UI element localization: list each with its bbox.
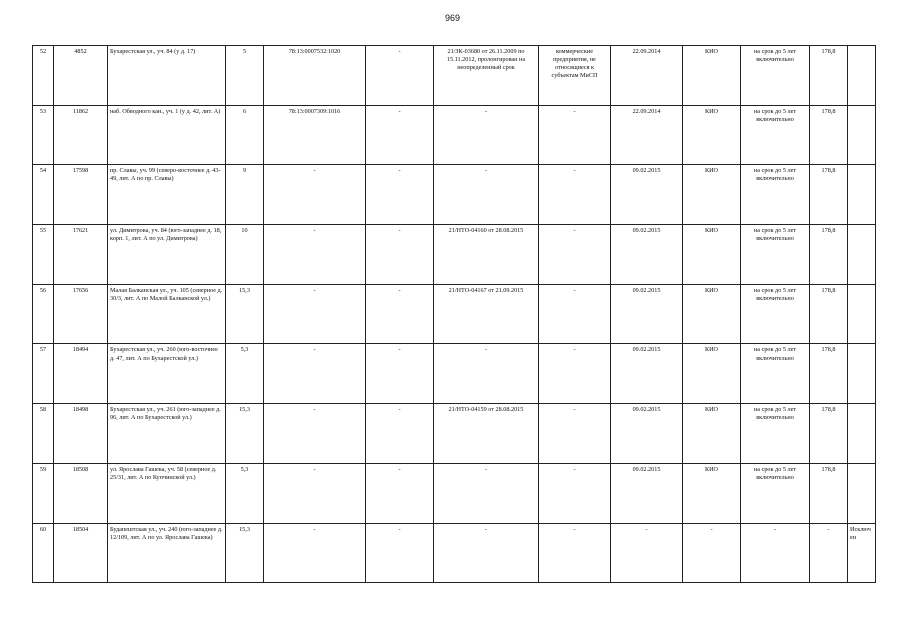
price-cell: 178,8 bbox=[810, 165, 848, 225]
address-cell: Будапештская ул., уч. 240 (юго-западнее д. 12/109, лит. А по ул. Ярослава Гашека) bbox=[108, 523, 226, 583]
organization-cell: КИО bbox=[683, 165, 741, 225]
category-cell: - bbox=[539, 463, 611, 523]
category-cell: - bbox=[539, 165, 611, 225]
organization-cell: КИО bbox=[683, 46, 741, 106]
category-cell: - bbox=[539, 404, 611, 464]
row-number-cell: 54 bbox=[33, 165, 54, 225]
price-cell: 178,8 bbox=[810, 404, 848, 464]
cadastral-number-cell: - bbox=[264, 463, 366, 523]
area-cell: 10 bbox=[226, 225, 264, 285]
area-cell: 15,3 bbox=[226, 284, 264, 344]
column-6-cell: - bbox=[366, 46, 434, 106]
category-cell: - bbox=[539, 523, 611, 583]
area-cell: 5,3 bbox=[226, 344, 264, 404]
organization-cell: КИО bbox=[683, 284, 741, 344]
note-cell bbox=[848, 46, 876, 106]
note-cell bbox=[848, 225, 876, 285]
object-id-cell: 17598 bbox=[54, 165, 108, 225]
cadastral-number-cell: 78:13:0007309:1016 bbox=[264, 105, 366, 165]
note-cell bbox=[848, 105, 876, 165]
table-row bbox=[33, 284, 876, 344]
address-cell: Малая Балканская ул., уч. 105 (северное д. 30/3, лит. А по Малой Балканской ул.) bbox=[108, 284, 226, 344]
category-cell: - bbox=[539, 225, 611, 285]
column-6-cell: - bbox=[366, 105, 434, 165]
object-id-cell: 18494 bbox=[54, 344, 108, 404]
contract-cell: 21/НТО-04160 от 28.08.2015 bbox=[434, 225, 539, 285]
price-cell: 178,8 bbox=[810, 225, 848, 285]
object-id-cell: 4852 bbox=[54, 46, 108, 106]
price-cell: - bbox=[810, 523, 848, 583]
address-cell: Бухарестская ул., уч. 261 (юго-западнее д. 96, лит. А по Бухарестской ул.) bbox=[108, 404, 226, 464]
object-id-cell: 11862 bbox=[54, 105, 108, 165]
cadastral-number-cell: - bbox=[264, 225, 366, 285]
term-cell: на срок до 5 лет включительно bbox=[741, 165, 810, 225]
column-6-cell: - bbox=[366, 344, 434, 404]
table-row bbox=[33, 523, 876, 583]
date-cell: 09.02.2015 bbox=[611, 225, 683, 285]
cadastral-number-cell: - bbox=[264, 284, 366, 344]
contract-cell: 21/НТО-04159 от 28.08.2015 bbox=[434, 404, 539, 464]
date-cell: 09.02.2015 bbox=[611, 344, 683, 404]
date-cell: 09.02.2015 bbox=[611, 404, 683, 464]
address-cell: пр. Славы, уч. 99 (северо-восточнее д. 43-49, лит. А по пр. Славы) bbox=[108, 165, 226, 225]
row-number-cell: 59 bbox=[33, 463, 54, 523]
table-row bbox=[33, 344, 876, 404]
object-id-cell: 18498 bbox=[54, 404, 108, 464]
cadastral-number-cell: - bbox=[264, 165, 366, 225]
date-cell: 22.09.2014 bbox=[611, 105, 683, 165]
category-cell: - bbox=[539, 105, 611, 165]
organization-cell: КИО bbox=[683, 344, 741, 404]
area-cell: 15,3 bbox=[226, 404, 264, 464]
row-number-cell: 56 bbox=[33, 284, 54, 344]
price-cell: 178,8 bbox=[810, 284, 848, 344]
contract-cell: - bbox=[434, 165, 539, 225]
price-cell: 178,8 bbox=[810, 463, 848, 523]
cadastral-number-cell: 78:13:0007532:1020 bbox=[264, 46, 366, 106]
term-cell: на срок до 5 лет включительно bbox=[741, 344, 810, 404]
contract-cell: - bbox=[434, 523, 539, 583]
date-cell: 22.09.2014 bbox=[611, 46, 683, 106]
area-cell: 6 bbox=[226, 105, 264, 165]
table-row bbox=[33, 165, 876, 225]
address-cell: ул. Ярослава Гашека, уч. 58 (северное д. 25/31, лит. А по Купчинской ул.) bbox=[108, 463, 226, 523]
cadastral-number-cell: - bbox=[264, 523, 366, 583]
term-cell: на срок до 5 лет включительно bbox=[741, 46, 810, 106]
row-number-cell: 55 bbox=[33, 225, 54, 285]
contract-cell: - bbox=[434, 105, 539, 165]
contract-cell: - bbox=[434, 463, 539, 523]
note-cell bbox=[848, 404, 876, 464]
cadastral-number-cell: - bbox=[264, 344, 366, 404]
table-row bbox=[33, 46, 876, 106]
organization-cell: КИО bbox=[683, 404, 741, 464]
note-cell: Исключен bbox=[848, 523, 876, 583]
table-row bbox=[33, 404, 876, 464]
address-cell: наб. Обводного кан., уч. 1 (у д. 42, лит. А) bbox=[108, 105, 226, 165]
table-row bbox=[33, 225, 876, 285]
area-cell: 9 bbox=[226, 165, 264, 225]
address-cell: ул. Димитрова, уч. 84 (юго-западнее д. 18, корп. 1, лит. А по ул. Димитрова) bbox=[108, 225, 226, 285]
contract-cell: 21/ЗК-03680 от 26.11.2009 по 15.11.2012, пролонгирован на неопределенный срок bbox=[434, 46, 539, 106]
organization-cell: - bbox=[683, 523, 741, 583]
category-cell: - bbox=[539, 284, 611, 344]
term-cell: на срок до 5 лет включительно bbox=[741, 284, 810, 344]
price-cell: 178,8 bbox=[810, 344, 848, 404]
column-6-cell: - bbox=[366, 404, 434, 464]
row-number-cell: 60 bbox=[33, 523, 54, 583]
term-cell: на срок до 5 лет включительно bbox=[741, 463, 810, 523]
area-cell: 5,3 bbox=[226, 463, 264, 523]
contract-cell: 21/НТО-04167 от 21.09.2015 bbox=[434, 284, 539, 344]
term-cell: на срок до 5 лет включительно bbox=[741, 225, 810, 285]
note-cell bbox=[848, 344, 876, 404]
date-cell: - bbox=[611, 523, 683, 583]
category-cell: - bbox=[539, 344, 611, 404]
object-id-cell: 17621 bbox=[54, 225, 108, 285]
row-number-cell: 57 bbox=[33, 344, 54, 404]
contract-cell: - bbox=[434, 344, 539, 404]
category-cell: коммерческие предприятия, не относящиеся к субъектам МиСП bbox=[539, 46, 611, 106]
price-cell: 178,8 bbox=[810, 46, 848, 106]
cadastral-number-cell: - bbox=[264, 404, 366, 464]
object-id-cell: 18504 bbox=[54, 523, 108, 583]
organization-cell: КИО bbox=[683, 105, 741, 165]
registry-table bbox=[32, 45, 876, 583]
object-id-cell: 18508 bbox=[54, 463, 108, 523]
term-cell: на срок до 5 лет включительно bbox=[741, 404, 810, 464]
organization-cell: КИО bbox=[683, 225, 741, 285]
row-number-cell: 53 bbox=[33, 105, 54, 165]
column-6-cell: - bbox=[366, 463, 434, 523]
column-6-cell: - bbox=[366, 523, 434, 583]
date-cell: 09.02.2015 bbox=[611, 165, 683, 225]
note-cell bbox=[848, 165, 876, 225]
table-row bbox=[33, 105, 876, 165]
column-6-cell: - bbox=[366, 225, 434, 285]
row-number-cell: 52 bbox=[33, 46, 54, 106]
column-6-cell: - bbox=[366, 165, 434, 225]
note-cell bbox=[848, 284, 876, 344]
term-cell: - bbox=[741, 523, 810, 583]
note-cell bbox=[848, 463, 876, 523]
price-cell: 178,8 bbox=[810, 105, 848, 165]
row-number-cell: 58 bbox=[33, 404, 54, 464]
object-id-cell: 17656 bbox=[54, 284, 108, 344]
area-cell: 5 bbox=[226, 46, 264, 106]
date-cell: 09.02.2015 bbox=[611, 463, 683, 523]
organization-cell: КИО bbox=[683, 463, 741, 523]
date-cell: 09.02.2015 bbox=[611, 284, 683, 344]
page-number: 969 bbox=[444, 13, 461, 23]
area-cell: 15,3 bbox=[226, 523, 264, 583]
table-row bbox=[33, 463, 876, 523]
column-6-cell: - bbox=[366, 284, 434, 344]
term-cell: на срок до 5 лет включительно bbox=[741, 105, 810, 165]
address-cell: Бухарестская ул., уч. 84 (у д. 17) bbox=[108, 46, 226, 106]
address-cell: Бухарестская ул., уч. 260 (юго-восточнее д. 47, лит. А по Бухарестской ул.) bbox=[108, 344, 226, 404]
